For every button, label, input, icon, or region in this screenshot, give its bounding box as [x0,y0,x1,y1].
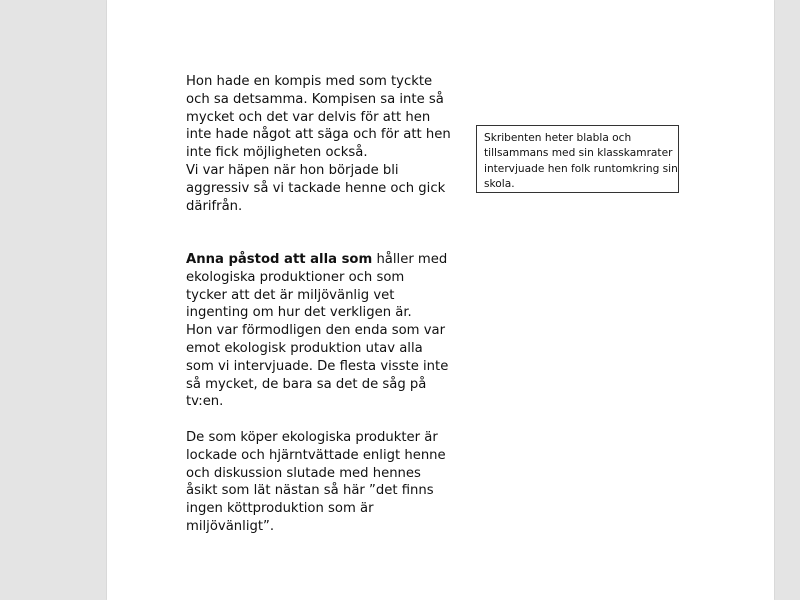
paragraph-2-line: emot ekologisk produktion utav alla [186,340,423,356]
paragraph-1-line: Hon hade en kompis med som tyckte [186,74,433,89]
paragraph-1 [186,73,451,215]
paragraph-1-line: mycket och det var delvis för att hen [186,109,431,125]
paragraph-3-line: De som köper ekologiska produkter är [186,429,438,445]
document-body [186,73,451,536]
comment-text-box [476,125,679,193]
paragraph-spacer [186,215,436,251]
comment-line: tillsammans med sin klasskamrater [484,147,673,160]
paragraph-1-line: inte hade något att säga och för att hen [186,127,451,143]
paragraph-3-line: ingen köttproduktion som är [186,501,374,517]
paragraph-3-line: och diskussion slutade med hennes [186,465,421,481]
paragraph-2-line: tycker att det är miljövänlig vet [186,287,395,303]
comment-line: Skribenten heter blabla och [484,132,632,144]
paragraph-2 [186,251,449,411]
first-line-rest: håller med [372,251,448,267]
paragraph-2-line: tv:en. [186,394,224,410]
paragraph-1-line: inte fick möjligheten också. [186,145,368,161]
paragraph-1-line: därifrån. [186,198,243,214]
paragraph-1-line: Vi var häpen när hon började bli [186,162,399,178]
document-page [107,0,774,600]
paragraph-3-line: miljövänligt”. [186,518,275,534]
paragraph-1-line: aggressiv så vi tackade henne och gick [186,180,446,196]
paragraph-2-line: som vi intervjuade. De flesta visste inte [186,358,449,374]
paragraph-1-line: och sa detsamma. Kompisen sa inte så [186,91,444,107]
paragraph-spacer [186,411,436,429]
paragraph-2-line: ekologiska produktioner och som [186,269,405,285]
paragraph-3 [186,429,446,536]
paragraph-2-first-line [186,251,448,269]
comment-line: intervjuade hen folk runtomkring sin [484,162,678,175]
paragraph-3-line: åsikt som lät nästan så här ”det finns [186,483,434,499]
comment-line: skola. [484,178,515,191]
paragraph-2-line: ingenting om hur det verkligen är. [186,305,412,321]
bold-lead-text: Anna påstod att alla som [186,251,373,267]
paragraph-2-line: Hon var förmodligen den enda som var [186,323,446,339]
paragraph-2-line: så mycket, de bara sa det de såg på [186,376,427,392]
paragraph-3-line: lockade och hjärntvättade enligt henne [186,447,446,463]
